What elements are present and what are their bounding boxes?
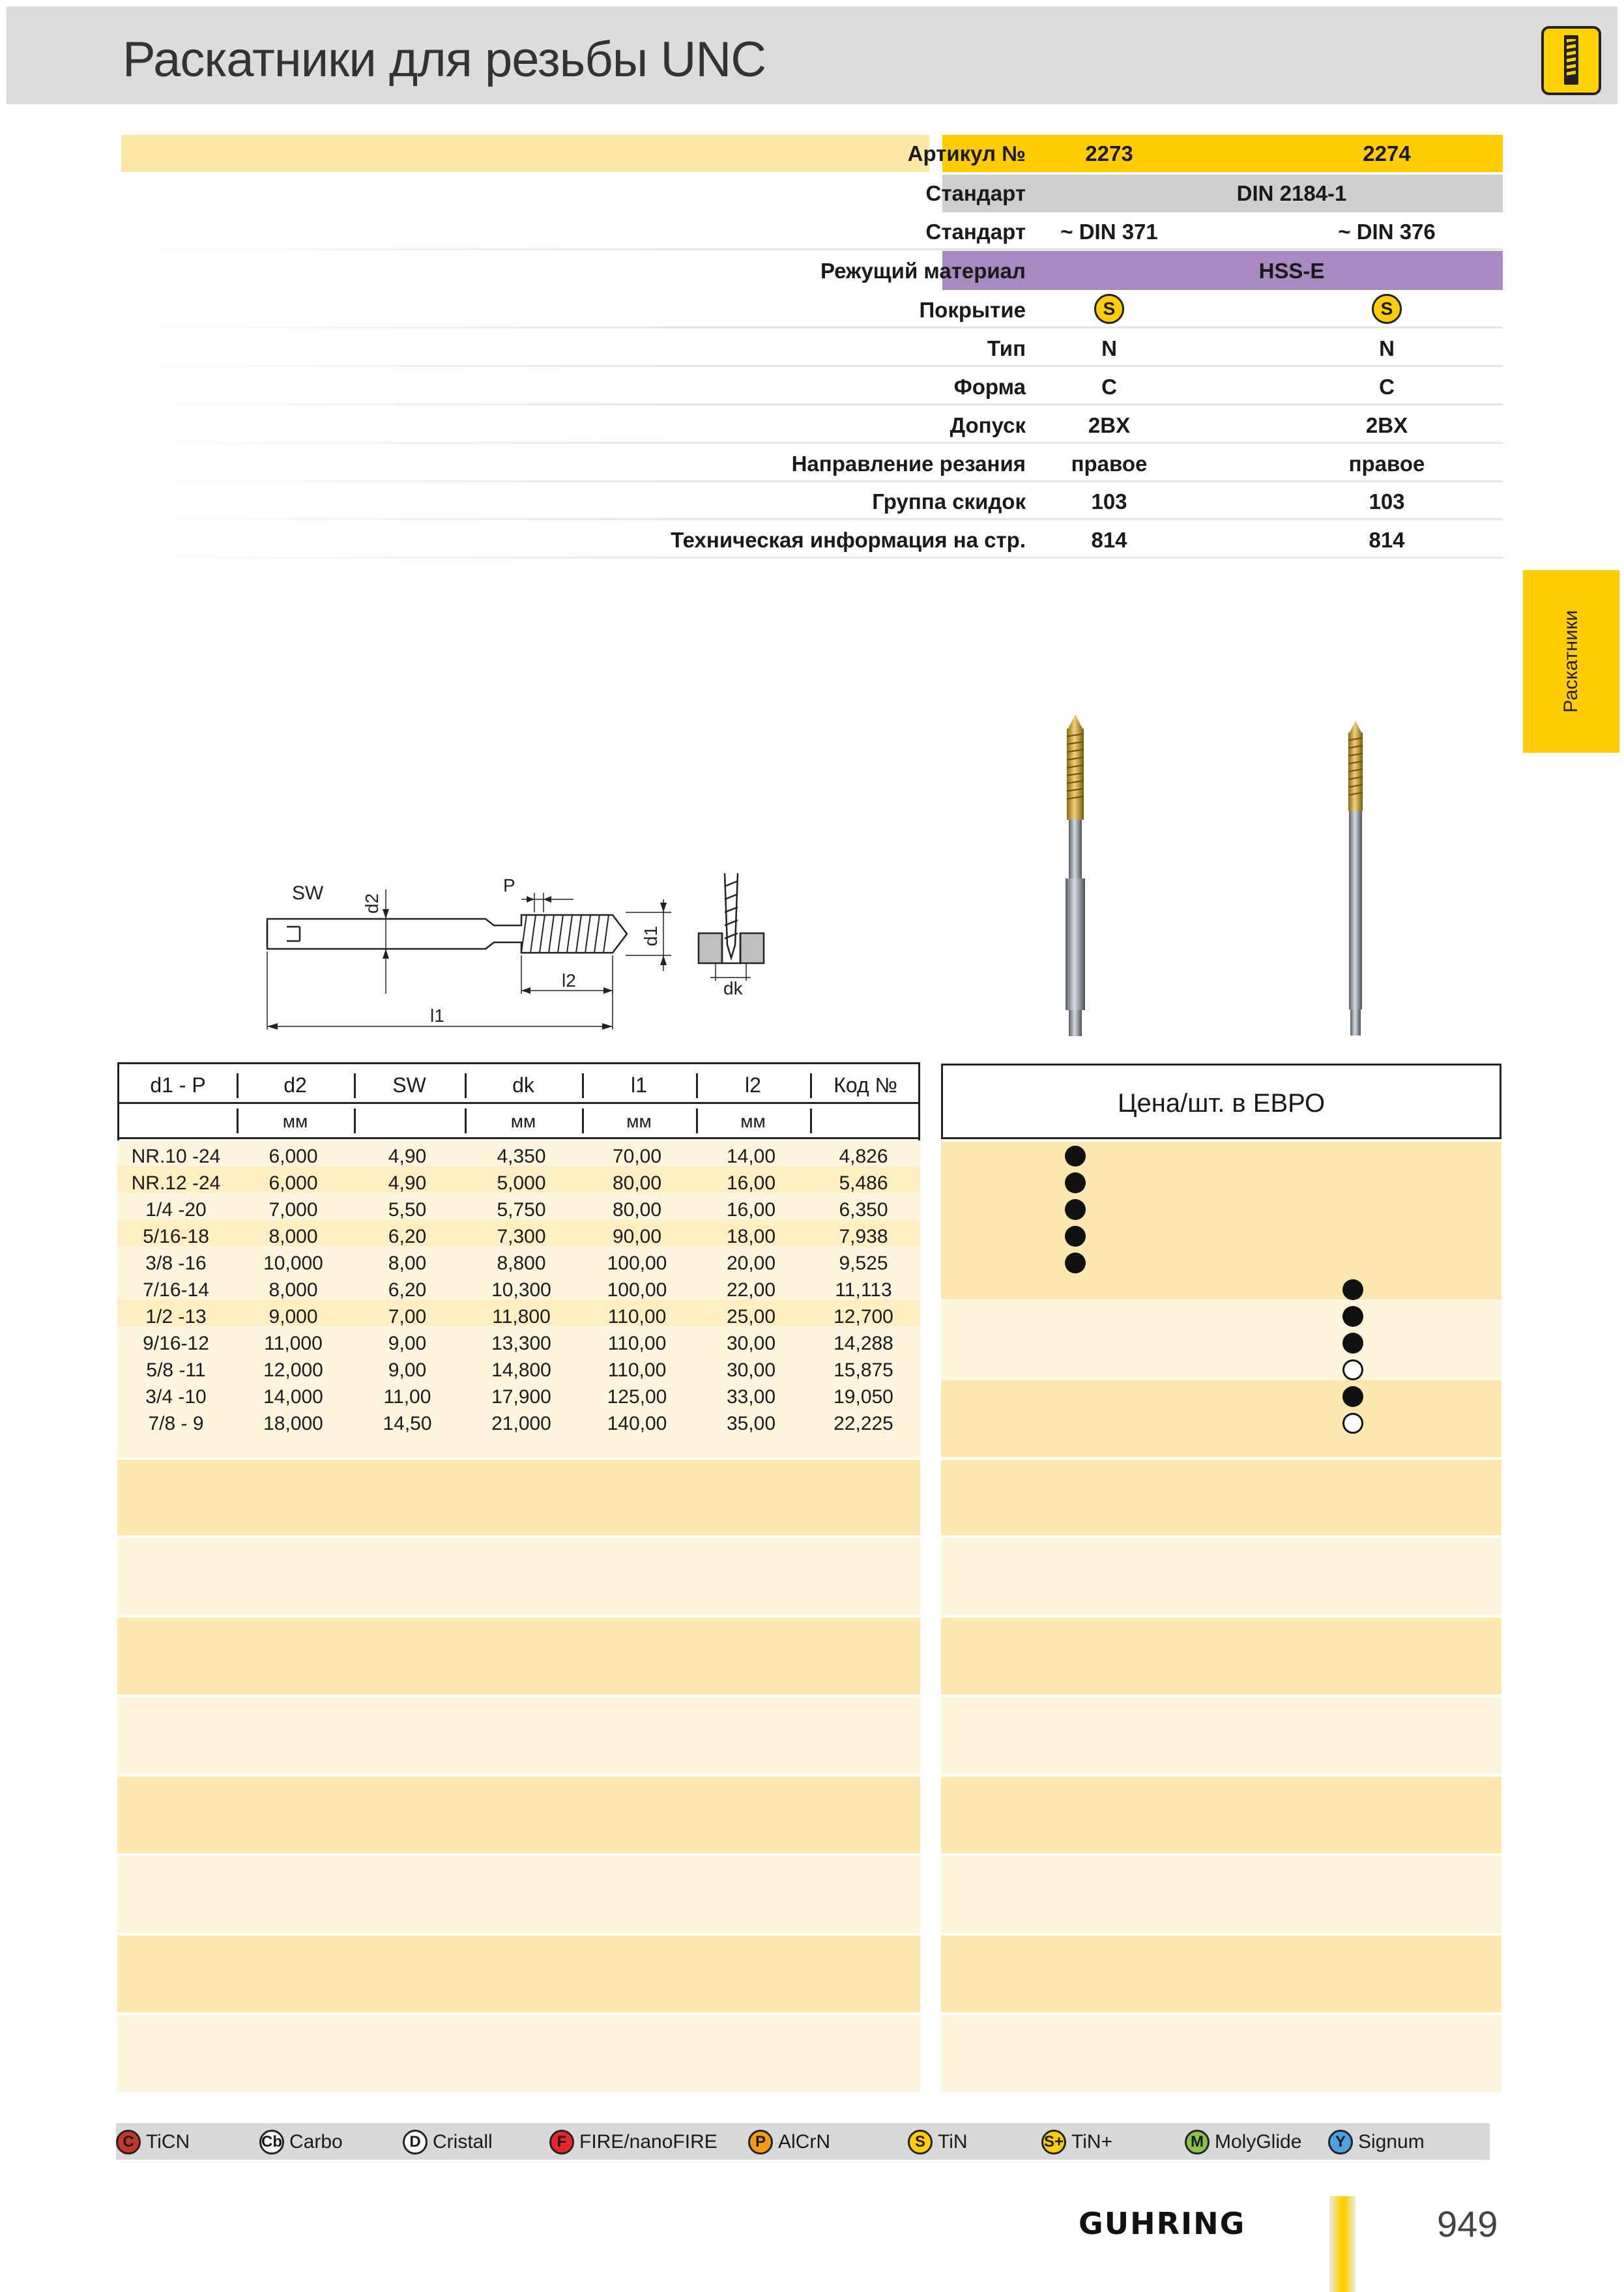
legend-item	[908, 2128, 968, 2156]
section-tab[interactable]	[1523, 570, 1619, 753]
table-cell: 80,00	[612, 1199, 662, 1221]
legend-label: TiCN	[146, 2131, 190, 2153]
table-row	[117, 1277, 920, 1303]
table-cell: 14,50	[383, 1413, 432, 1434]
table-cell: 7,300	[497, 1226, 546, 1247]
tool-2274-image	[1336, 717, 1375, 1046]
table-cell: 5,486	[839, 1172, 888, 1194]
available-marker	[1065, 1146, 1086, 1167]
technical-drawing	[261, 873, 802, 1056]
legend-label: MolyGlide	[1215, 2131, 1302, 2153]
available-marker	[1065, 1226, 1086, 1247]
spec-value: ~ DIN 376	[1338, 220, 1436, 244]
table-cell: 18,000	[263, 1413, 323, 1434]
table-cell: 30,00	[726, 1333, 776, 1354]
table-cell: 13,300	[491, 1333, 551, 1354]
table-cell: 17,900	[491, 1386, 551, 1408]
table-row	[117, 1143, 920, 1170]
table-row	[117, 1384, 920, 1410]
unit-l1: мм	[626, 1111, 652, 1131]
label-dk: dk	[723, 978, 743, 998]
table-cell: 5/16-18	[143, 1226, 209, 1247]
spec-row-form	[121, 368, 1503, 405]
table-cell: 1/2 -13	[145, 1306, 207, 1327]
table-cell: 22,225	[834, 1413, 893, 1434]
table-cell: 6,20	[388, 1226, 427, 1247]
spec-value: N	[1101, 336, 1117, 360]
label-l2: l2	[562, 970, 576, 991]
table-cell: 14,000	[263, 1386, 323, 1408]
table-cell: 9,00	[388, 1359, 427, 1381]
article-2273: 2273	[1085, 141, 1133, 166]
spec-row-tech-info	[121, 521, 1503, 558]
table-cell: 9,525	[839, 1253, 888, 1274]
table-cell: 110,00	[607, 1333, 667, 1354]
spec-value: правое	[1071, 452, 1148, 476]
available-on-request-marker	[1342, 1413, 1363, 1434]
table-cell: 11,113	[835, 1279, 892, 1301]
spec-value: 814	[1369, 528, 1405, 552]
brand-logo: GUHRING	[1079, 2206, 1246, 2241]
table-cell: 90,00	[612, 1226, 662, 1247]
legend-item	[1328, 2128, 1425, 2156]
page-title: Раскатники для резьбы UNC	[123, 32, 766, 87]
table-cell: 22,00	[726, 1279, 776, 1301]
table-cell: 8,800	[497, 1253, 546, 1274]
col-header-dk: dk	[512, 1073, 534, 1097]
spec-value: правое	[1348, 452, 1425, 476]
spec-value: 2BX	[1365, 413, 1408, 437]
legend-label: AlCrN	[778, 2131, 830, 2153]
spec-value: 2BX	[1088, 413, 1131, 437]
spec-label: Допуск	[950, 413, 1026, 437]
legend-label: TiN	[938, 2131, 968, 2153]
table-cell: 125,00	[607, 1386, 667, 1408]
table-cell: 5,750	[497, 1199, 546, 1221]
spec-label: Стандарт	[925, 220, 1026, 244]
table-cell: 12,000	[263, 1359, 323, 1381]
table-row	[117, 1330, 920, 1357]
spec-row-standard	[121, 175, 1503, 212]
table-cell: 4,90	[388, 1172, 427, 1194]
legend-item	[1185, 2128, 1301, 2156]
spec-value: 814	[1091, 528, 1127, 552]
page-header	[7, 7, 1617, 104]
table-cell: 7/8 - 9	[148, 1413, 204, 1434]
col-header-l1: l1	[631, 1073, 647, 1097]
table-cell: 5,000	[497, 1172, 546, 1194]
table-cell: 21,000	[491, 1413, 551, 1434]
table-cell: 19,050	[834, 1386, 893, 1408]
table-cell: 10,000	[263, 1253, 323, 1274]
spec-value: DIN 2184-1	[1236, 181, 1347, 205]
table-row	[117, 1303, 920, 1330]
table-cell: 100,00	[607, 1279, 667, 1301]
spec-label: Артикул №	[907, 141, 1026, 166]
label-d1: d1	[641, 925, 661, 946]
coating-carbo-icon: Cb	[259, 2130, 284, 2154]
spec-value: C	[1379, 375, 1395, 399]
legend-label: Signum	[1358, 2131, 1425, 2153]
price-header	[941, 1064, 1501, 1139]
table-header	[117, 1062, 920, 1140]
table-cell: 14,00	[726, 1146, 776, 1167]
table-cell: 11,000	[264, 1333, 323, 1354]
table-row	[117, 1223, 920, 1250]
legend-item	[748, 2128, 830, 2156]
coating-tin-icon: S	[1372, 294, 1402, 324]
table-cell: 4,90	[388, 1146, 427, 1167]
coating-tin-icon: S	[1094, 294, 1124, 324]
table-cell: NR.12 -24	[131, 1172, 221, 1194]
available-marker	[1065, 1253, 1086, 1273]
col-header-d2: d2	[283, 1073, 307, 1097]
spec-label: Группа скидок	[872, 489, 1026, 514]
table-cell: 8,00	[388, 1253, 427, 1274]
section-tab-label: Раскатники	[1560, 610, 1582, 713]
table-cell: 6,000	[268, 1172, 318, 1194]
legend-label: Cristall	[433, 2131, 493, 2153]
spec-label: Покрытие	[919, 298, 1026, 322]
table-cell: 7,00	[388, 1306, 427, 1327]
table-cell: 33,00	[726, 1386, 776, 1408]
table-cell: 3/8 -16	[145, 1253, 207, 1274]
spec-value: 103	[1369, 489, 1405, 514]
table-cell: 30,00	[726, 1359, 776, 1381]
coating-fire-icon: F	[549, 2130, 574, 2154]
legend-item	[116, 2128, 190, 2156]
col-header-l2: l2	[745, 1073, 761, 1097]
table-cell: 80,00	[612, 1172, 662, 1194]
table-cell: 1/4 -20	[145, 1199, 207, 1221]
spec-label: Форма	[953, 375, 1026, 399]
table-row	[117, 1357, 920, 1384]
spec-label: Техническая информация на стр.	[671, 528, 1026, 552]
unit-d2: мм	[282, 1111, 308, 1131]
table-cell: 7/16-14	[143, 1279, 209, 1301]
col-header-code: Код №	[834, 1073, 897, 1097]
table-cell: 140,00	[607, 1413, 667, 1434]
table-cell: 20,00	[726, 1253, 776, 1274]
spec-row-tolerance	[121, 407, 1503, 444]
table-cell: 9/16-12	[143, 1333, 209, 1354]
tool-2273-image	[1056, 710, 1095, 1046]
label-p: P	[503, 875, 515, 895]
legend-label: TiN+	[1071, 2131, 1113, 2153]
table-cell: 110,00	[607, 1306, 667, 1327]
coating-molyglide-icon: M	[1185, 2130, 1210, 2154]
spec-value: HSS-E	[1258, 259, 1325, 283]
col-header-d1p: d1 - P	[150, 1073, 206, 1097]
available-marker	[1065, 1172, 1086, 1193]
table-cell: 16,00	[726, 1172, 776, 1194]
label-d2: d2	[362, 893, 382, 914]
spec-row-type	[121, 330, 1503, 367]
spec-value: N	[1379, 336, 1395, 360]
available-marker	[1342, 1386, 1363, 1407]
table-row	[117, 1410, 920, 1437]
legend-item	[549, 2128, 718, 2156]
table-cell: 3/4 -10	[145, 1386, 207, 1408]
spec-value: 103	[1091, 489, 1127, 514]
label-l1: l1	[430, 1006, 444, 1026]
price-header-label: Цена/шт. в ЕВРО	[1117, 1089, 1326, 1118]
table-row	[117, 1170, 920, 1197]
unit-l2: мм	[740, 1111, 766, 1131]
legend-item	[403, 2128, 493, 2156]
legend-label: FIRE/nanoFIRE	[579, 2131, 718, 2153]
table-cell: 14,288	[834, 1333, 893, 1354]
spec-label: Стандарт	[925, 181, 1026, 205]
spec-row-discount	[121, 483, 1503, 520]
table-cell: 7,000	[268, 1199, 318, 1221]
table-cell: 7,938	[839, 1226, 888, 1247]
table-cell: 9,00	[388, 1333, 427, 1354]
table-row	[117, 1250, 920, 1277]
table-cell: 18,00	[726, 1226, 776, 1247]
unit-dk: мм	[510, 1111, 536, 1131]
available-marker	[1342, 1279, 1363, 1300]
available-marker	[1342, 1333, 1363, 1354]
table-cell: 4,350	[497, 1146, 546, 1167]
coating-legend	[116, 2123, 1490, 2160]
spec-label: Тип	[987, 336, 1026, 360]
coating-signum-icon: Y	[1328, 2130, 1353, 2154]
table-cell: 100,00	[607, 1253, 667, 1274]
thread-former-icon	[1541, 26, 1601, 95]
table-cell: 110,00	[607, 1359, 667, 1381]
page-number: 949	[1437, 2203, 1498, 2244]
table-cell: 6,000	[268, 1146, 318, 1167]
coating-alcrn-icon: P	[748, 2130, 773, 2154]
table-cell: 16,00	[726, 1199, 776, 1221]
table-cell: 8,000	[268, 1279, 318, 1301]
table-cell: 9,000	[268, 1306, 318, 1327]
table-row	[117, 1197, 920, 1223]
spec-row-article	[121, 135, 1503, 172]
spec-value: C	[1101, 375, 1117, 399]
table-cell: 15,875	[834, 1359, 893, 1381]
table-cell: 12,700	[834, 1306, 893, 1327]
spec-row-material	[121, 252, 1503, 289]
available-marker	[1065, 1199, 1086, 1220]
spec-row-standard-2	[121, 213, 1503, 250]
table-cell: 11,00	[383, 1386, 431, 1408]
spec-label: Направление резания	[791, 452, 1026, 476]
article-2274: 2274	[1363, 141, 1411, 166]
coating-cristall-icon: D	[403, 2130, 428, 2154]
coating-ticn-icon: C	[116, 2130, 141, 2154]
legend-label: Carbo	[289, 2131, 343, 2153]
spec-row-direction	[121, 445, 1503, 482]
table-cell: 35,00	[726, 1413, 776, 1434]
col-header-sw: SW	[392, 1073, 426, 1097]
coating-tin-plus-icon: S+	[1041, 2130, 1066, 2154]
label-sw: SW	[292, 882, 324, 904]
coating-tin-icon: S	[908, 2130, 933, 2154]
table-cell: NR.10 -24	[131, 1146, 221, 1167]
available-on-request-marker	[1342, 1359, 1363, 1380]
footer-accent-bar	[1329, 2196, 1356, 2292]
legend-item	[1041, 2128, 1112, 2156]
spec-row-coating	[121, 291, 1503, 328]
legend-item	[259, 2128, 343, 2156]
spec-value: ~ DIN 371	[1060, 220, 1158, 244]
table-cell: 14,800	[491, 1359, 551, 1381]
table-cell: 5/8 -11	[146, 1359, 206, 1381]
available-marker	[1342, 1306, 1363, 1327]
table-cell: 10,300	[491, 1279, 551, 1301]
table-cell: 5,50	[388, 1199, 427, 1221]
spec-label: Режущий материал	[820, 259, 1026, 283]
table-cell: 8,000	[268, 1226, 318, 1247]
table-cell: 70,00	[612, 1146, 662, 1167]
table-cell: 11,800	[492, 1306, 551, 1327]
table-cell: 6,350	[839, 1199, 888, 1221]
table-cell: 6,20	[388, 1279, 427, 1301]
table-cell: 25,00	[726, 1306, 776, 1327]
table-cell: 4,826	[839, 1146, 888, 1167]
